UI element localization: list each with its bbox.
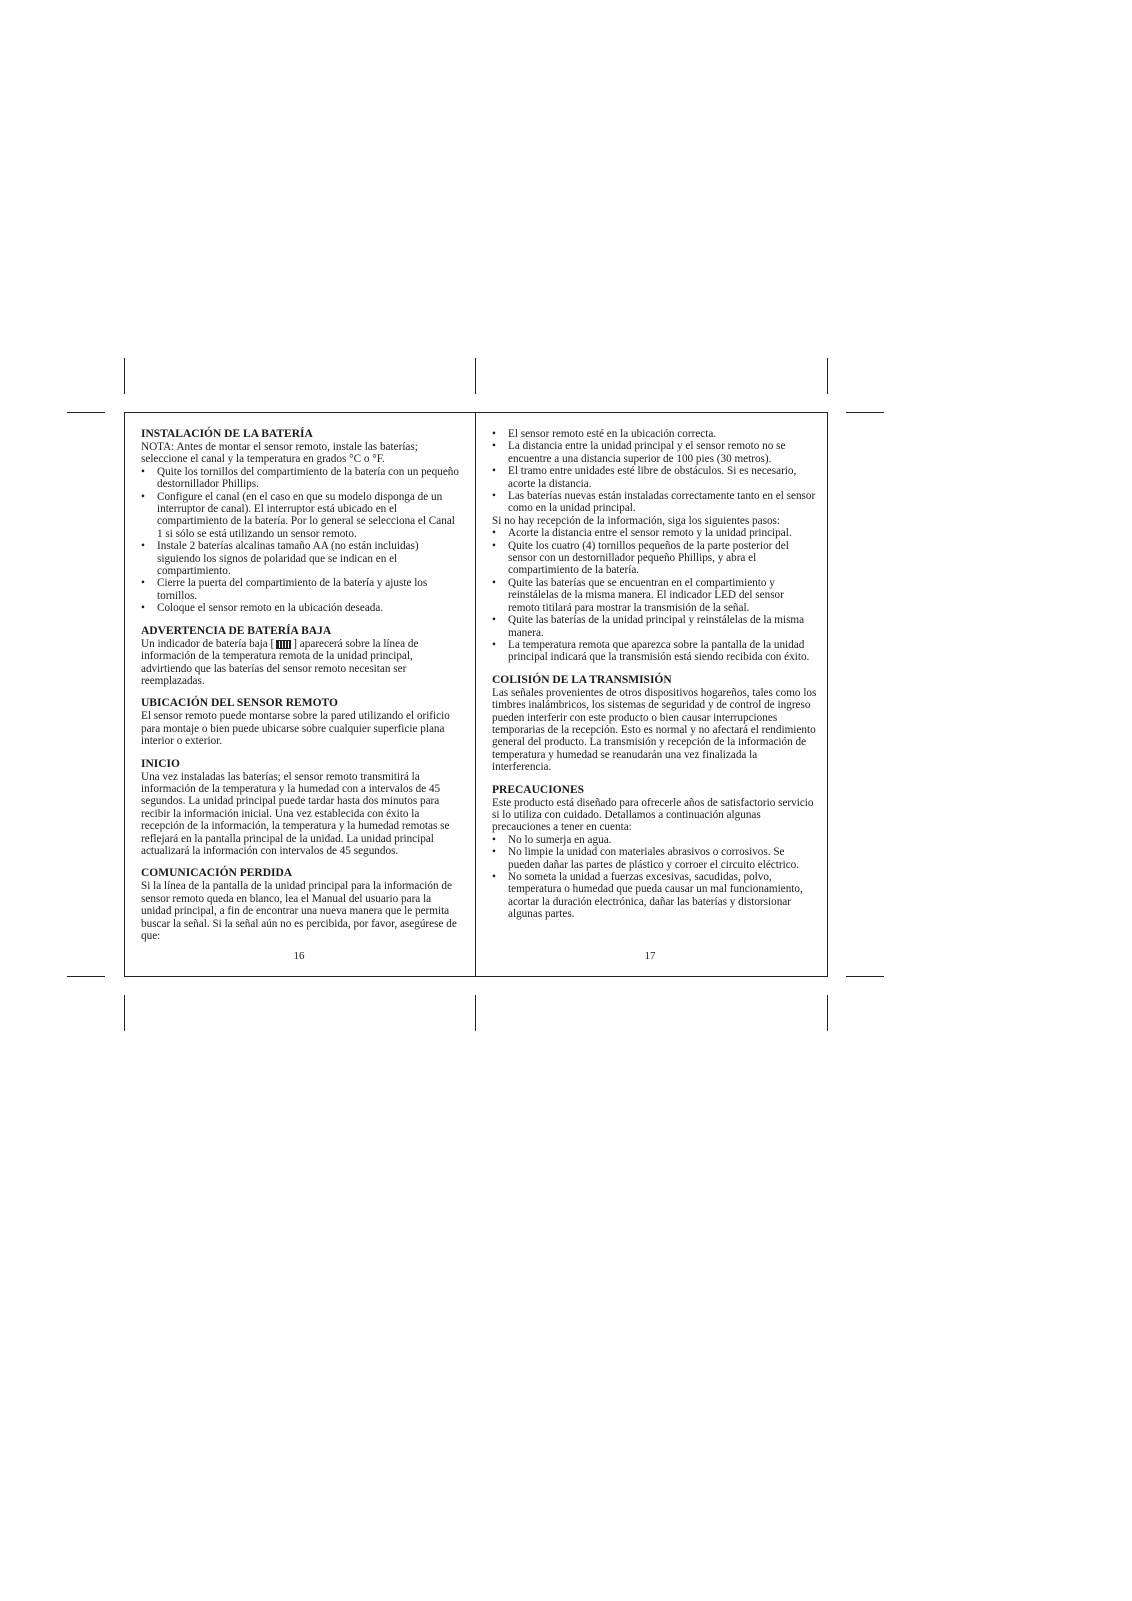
right-page [492, 428, 818, 931]
page-number: 17 [644, 950, 656, 962]
paragraph-text: Un indicador de batería baja [ [141, 637, 275, 650]
list-item: • Quite las baterías de la unidad principal y reinstálelas de la misma manera. [492, 614, 818, 639]
list-item: • La distancia entre la unidad principal y el sensor remoto no se encuentre a una distancia superior de 100 pies (30 metros). [492, 440, 818, 465]
note-text: NOTA: Antes de montar el sensor remoto, instale las baterías; seleccione el canal y la temperatura en grados °C o °F. [141, 441, 418, 466]
bullet-list [492, 834, 818, 921]
section-heading: UBICACIÓN DEL SENSOR REMOTO [141, 697, 338, 710]
list-item: • Quite los tornillos del compartimiento de la batería con un pequeño destornillador Phillips. [141, 466, 461, 491]
list-item: • El sensor remoto esté en la ubicación correcta. [492, 428, 818, 440]
section-heading: INSTALACIÓN DE LA BATERÍA [141, 428, 313, 440]
section-heading: COLISIÓN DE LA TRANSMISIÓN [492, 673, 672, 686]
paragraph: El sensor remoto puede montarse sobre la pared utilizando el orificio para montaje o bien puede ubicarse sobre cualquier superficie plana interior o exterior. [141, 710, 450, 748]
crop-mark-bottom-right [827, 995, 828, 1031]
list-item: • Las baterías nuevas están instaladas correctamente tanto en el sensor como en la unidad principal. [492, 490, 818, 515]
list-item: • Cierre la puerta del compartimiento de la batería y ajuste los tornillos. [141, 577, 461, 602]
page-divider [475, 412, 476, 977]
section-transmission-collision [492, 674, 818, 774]
list-item: • Coloque el sensor remoto en la ubicación deseada. [141, 602, 461, 614]
page-number: 16 [293, 950, 305, 962]
paragraph: Una vez instaladas las baterías; el sensor remoto transmitirá la información de la temperatura y la humedad con a intervalos de 45 segundos. La unidad principal puede tardar hasta dos minutos para recibir la información inicial. Una vez establecida con éxito la recepción de la información, la temperatura y la humedad remotas se reflejará en la pantalla principal de la unidad. La unidad principal actualizará la información con intervalos de 45 segundos. [141, 770, 450, 857]
bullet-list [141, 466, 461, 615]
paragraph [141, 638, 461, 688]
list-item: • Quite las baterías que se encuentran en el compartimiento y reinstálelas de la misma manera. El indicador LED del sensor remoto titilará para mostrar la transmisión de la señal. [492, 577, 818, 614]
list-item: • Acorte la distancia entre el sensor remoto y la unidad principal. [492, 527, 818, 539]
section-remote-sensor-location [141, 697, 461, 747]
section-lost-communication [141, 867, 461, 942]
steps-intro: Si no hay recepción de la información, siga los siguientes pasos: [492, 514, 781, 527]
section-precautions [492, 784, 818, 921]
list-item: • Quite los cuatro (4) tornillos pequeños de la parte posterior del sensor con un destornillador pequeño Phillips, y abra el compartimiento de la batería. [492, 540, 818, 577]
section-start [141, 758, 461, 858]
crop-mark-left-bottom [67, 976, 105, 977]
section-heading: COMUNICACIÓN PERDIDA [141, 867, 293, 880]
crop-mark-left-top [67, 412, 105, 413]
section-heading: ADVERTENCIA DE BATERÍA BAJA [141, 624, 332, 637]
left-page [141, 428, 461, 952]
checklist [492, 428, 818, 515]
list-item: • No someta la unidad a fuerzas excesivas, sacudidas, polvo, temperatura o humedad que pueda causar un mal funcionamiento, acortar la duración electrónica, dañar las baterías y distorsionar algunas partes. [492, 871, 818, 921]
crop-mark-right-bottom [846, 976, 884, 977]
paragraph-text: ] aparecerá sobre la línea de información de la temperatura remota de la unidad principal, advirtiendo que las baterías del sensor remoto necesitan ser reemplazadas. [141, 637, 419, 687]
section-heading: PRECAUCIONES [492, 783, 585, 796]
list-item: • Configure el canal (en el caso en que su modelo disponga de un interruptor de canal). El interruptor está ubicado en el compartimiento de la batería. Por lo general se selecciona el Canal 1 si sólo se está utilizando un sensor remoto. [141, 491, 461, 541]
list-item: • Instale 2 baterías alcalinas tamaño AA (no están incluidas) siguiendo los signos de polaridad que se indican en el compartimiento. [141, 540, 461, 577]
section-battery-installation [141, 428, 461, 615]
paragraph: Las señales provenientes de otros dispositivos hogareños, tales como los timbres inalámbricos, los sistemas de seguridad y de control de ingreso pueden interferir con este producto o bien causar interrupciones temporarias de la recepción. Esto es normal y no afectará el rendimiento general del producto. La transmisión y recepción de la información de temperatura y humedad se reanudarán una vez finalizada la interferencia. [492, 686, 817, 774]
crop-mark-bottom-center [475, 995, 476, 1031]
list-item: • La temperatura remota que aparezca sobre la pantalla de la unidad principal indicará que la transmisión está siendo recibida con éxito. [492, 639, 818, 664]
section-low-battery-warning [141, 625, 461, 688]
crop-mark-top-right [827, 358, 828, 394]
crop-mark-top-center [475, 358, 476, 394]
crop-mark-right-top [846, 412, 884, 413]
list-item: • No lo sumerja en agua. [492, 834, 818, 846]
paragraph: Si la línea de la pantalla de la unidad principal para la información de sensor remoto queda en blanco, lea el Manual del usuario para la unidad principal, a fin de encontrar una nueva manera que le permita buscar la señal. Si la señal aún no es percibida, por favor, asegúrese de que: [141, 880, 457, 942]
list-item: • El tramo entre unidades esté libre de obstáculos. Si es necesario, acorte la distancia. [492, 465, 818, 490]
crop-mark-top-left [124, 358, 125, 394]
crop-mark-bottom-left [124, 995, 125, 1031]
list-item: • No limpie la unidad con materiales abrasivos o corrosivos. Se pueden dañar las partes de plástico y corroer el circuito eléctrico. [492, 846, 818, 871]
low-battery-icon [276, 640, 291, 649]
paragraph: Este producto está diseñado para ofrecerle años de satisfactorio servicio si lo utiliza con cuidado. Detallamos a continuación algunas precauciones a tener en cuenta: [492, 796, 814, 834]
section-heading: INICIO [141, 757, 180, 770]
steps-list [492, 527, 818, 663]
